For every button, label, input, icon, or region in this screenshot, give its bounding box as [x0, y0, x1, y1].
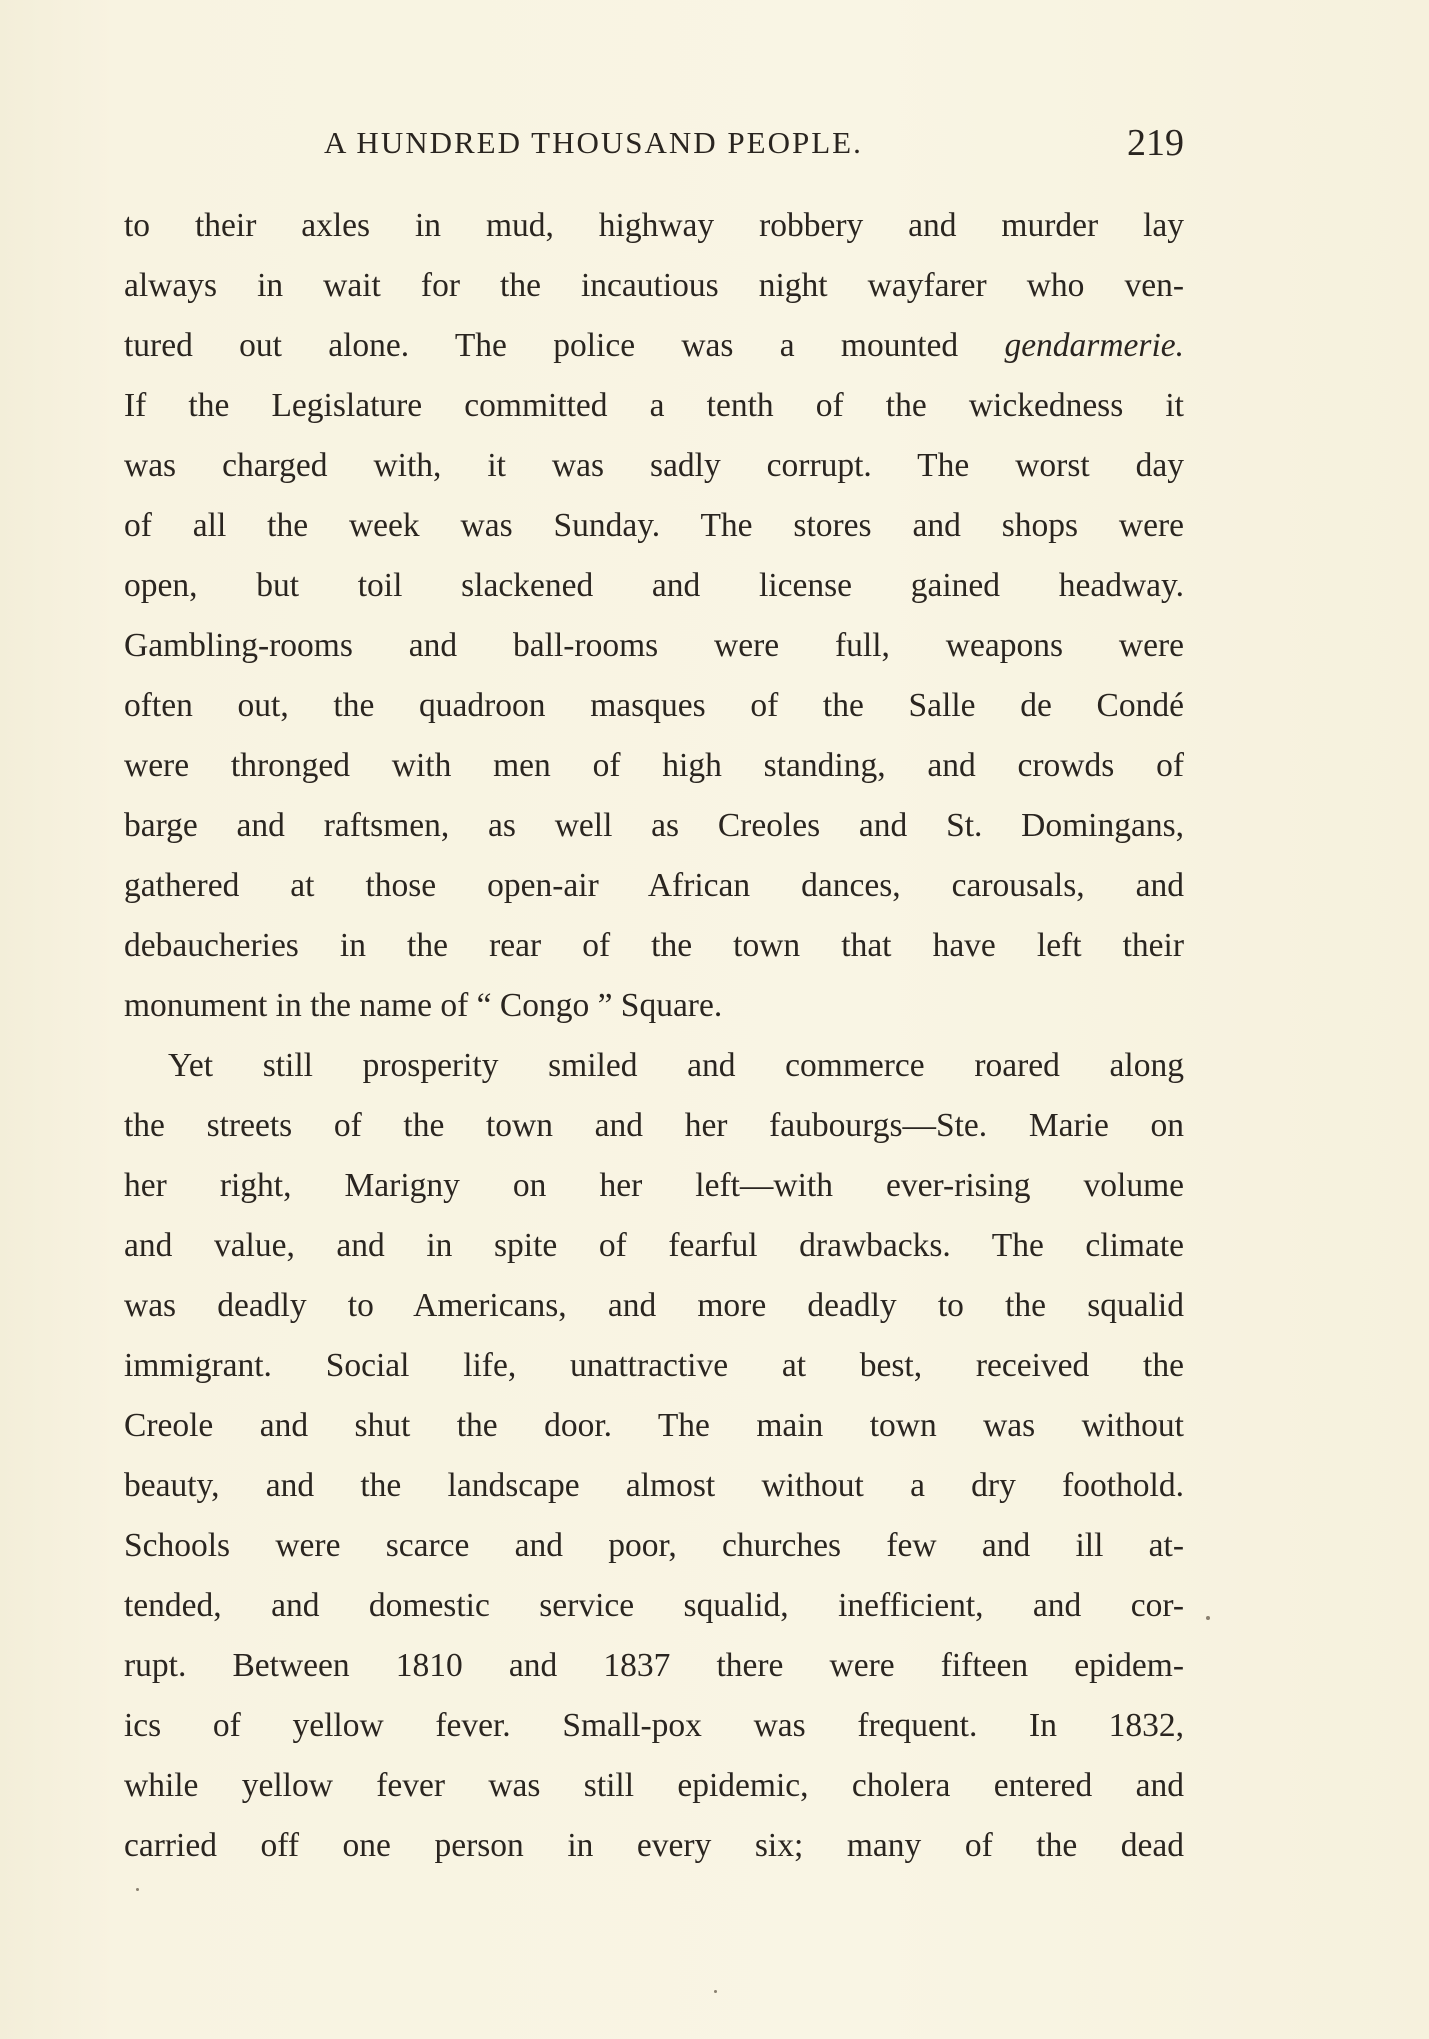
text-line: while yellow fever was still epidemic, cholera entered and [124, 1767, 1184, 1804]
text-line: Schools were scarce and poor, churches few and ill at- [124, 1527, 1184, 1564]
text-line: open, but toil slackened and license gained headway. [124, 567, 1184, 604]
page-header [124, 118, 1184, 168]
text-line: beauty, and the landscape almost without a dry foothold. [124, 1467, 1184, 1504]
text-line: was charged with, it was sadly corrupt. The worst day [124, 447, 1184, 484]
text-line: of all the week was Sunday. The stores and shops were [124, 507, 1184, 544]
text-line: rupt. Between 1810 and 1837 there were fifteen epidem- [124, 1647, 1184, 1684]
paper-speck [1206, 1616, 1210, 1620]
paper-speck [136, 1888, 139, 1891]
text-line: tended, and domestic service squalid, inefficient, and cor- [124, 1587, 1184, 1624]
text-line: monument in the name of “ Congo ” Square. [124, 987, 723, 1024]
text-line [124, 316, 1184, 376]
text-line: and value, and in spite of fearful drawbacks. The climate [124, 1227, 1184, 1264]
text-line: ics of yellow fever. Small-pox was frequent. In 1832, [124, 1707, 1184, 1744]
text-line: Gambling-rooms and ball-rooms were full, weapons were [124, 627, 1184, 664]
text-line: If the Legislature committed a tenth of the wickedness it [124, 387, 1184, 424]
text-line: barge and raftsmen, as well as Creoles and St. Domingans, [124, 807, 1184, 844]
text-line: Yet still prosperity smiled and commerce roared along [168, 1047, 1184, 1084]
text-line: her right, Marigny on her left—with ever-rising volume [124, 1167, 1184, 1204]
text-line: to their axles in mud, highway robbery and murder lay [124, 207, 1184, 244]
paragraph-2 [124, 1036, 1184, 1876]
text-line: often out, the quadroon masques of the Salle de Condé [124, 687, 1184, 724]
italic-word: gendarmerie. [1004, 327, 1184, 364]
text-line: always in wait for the incautious night wayfarer who ven- [124, 267, 1184, 304]
text-fragment: tured out alone. The police was a mounted [124, 327, 1005, 364]
text-line: immigrant. Social life, unattractive at best, received the [124, 1347, 1184, 1384]
running-head: A HUNDRED THOUSAND PEOPLE. [324, 125, 863, 160]
text-line: debaucheries in the rear of the town that have left their [124, 927, 1184, 964]
paragraph-1 [124, 196, 1184, 1036]
text-line: carried off one person in every six; many of the dead [124, 1827, 1184, 1864]
paper-speck [714, 1990, 717, 1993]
text-line: was deadly to Americans, and more deadly to the squalid [124, 1287, 1184, 1324]
text-line: were thronged with men of high standing, and crowds of [124, 747, 1184, 784]
page-number: 219 [1127, 122, 1184, 164]
text-line: the streets of the town and her faubourgs—Ste. Marie on [124, 1107, 1184, 1144]
text-line: Creole and shut the door. The main town was without [124, 1407, 1184, 1444]
body-text [124, 196, 1184, 1876]
text-line: gathered at those open-air African dances, carousals, and [124, 867, 1184, 904]
